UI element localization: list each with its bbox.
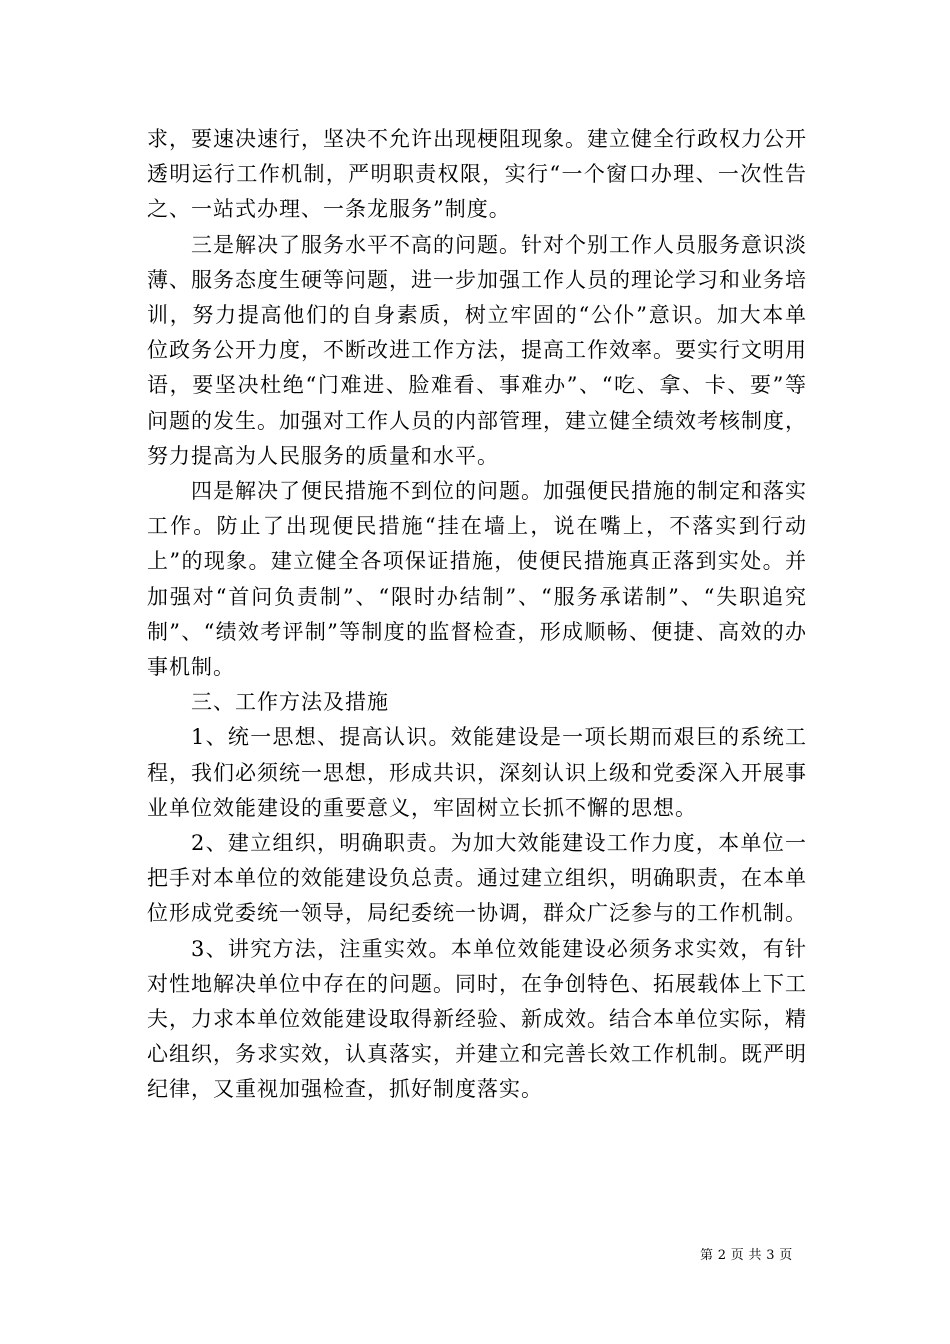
paragraph-item-1: 1、统一思想、提高认识。效能建设是一项长期而艰巨的系统工程，我们必须统一思想，形成共识，深刻认识上级和党委深入开展事业单位效能建设的重要意义，牢固树立长抓不懈的思想。 (147, 725, 807, 820)
paragraph-item-3: 3、讲究方法，注重实效。本单位效能建设必须务求实效，有针对性地解决单位中存在的问题。同时，在争创特色、拓展载体上下工夫，力求本单位效能建设取得新经验、新成效。结合本单位实际，精心组织，务求实效，认真落实，并建立和完善长效工作机制。既严明纪律，又重视加强检查，抓好制度落实。 (147, 936, 807, 1102)
page-number-footer: 第 2 页 共 3 页 (700, 1248, 793, 1263)
paragraph-convenience-measures: 四是解决了便民措施不到位的问题。加强便民措施的制定和落实工作。防止了出现便民措施“挂在墙上，说在嘴上，不落实到行动上”的现象。建立健全各项保证措施，使便民措施真正落到实处。并加强对“首问负责制”、“限时办结制”、“服务承诺制”、“失职追究制”、“绩效考评制”等制度的监督检查，形成顺畅、便捷、高效的办事机制。 (147, 479, 807, 680)
paragraph-item-2: 2、建立组织，明确职责。为加大效能建设工作力度，本单位一把手对本单位的效能建设负总责。通过建立组织，明确职责，在本单位形成党委统一领导，局纪委统一协调，群众广泛参与的工作机制。 (147, 831, 807, 926)
document-body (147, 122, 807, 1108)
paragraph-service-level: 三是解决了服务水平不高的问题。针对个别工作人员服务意识淡薄、服务态度生硬等问题，进一步加强工作人员的理论学习和业务培训，努力提高他们的自身素质，树立牢固的“公仆”意识。加大本单位政务公开力度，不断改进工作方法，提高工作效率。要实行文明用语，要坚决杜绝“门难进、脸难看、事难办”、“吃、拿、卡、要”等问题的发生。加强对工作人员的内部管理，建立健全绩效考核制度，努力提高为人民服务的质量和水平。 (147, 232, 807, 468)
paragraph-continuation: 求，要速决速行，坚决不允许出现梗阻现象。建立健全行政权力公开透明运行工作机制，严明职责权限，实行“一个窗口办理、一次性告之、一站式办理、一条龙服务”制度。 (147, 127, 807, 222)
section-heading-methods: 三、工作方法及措施 (191, 690, 389, 715)
